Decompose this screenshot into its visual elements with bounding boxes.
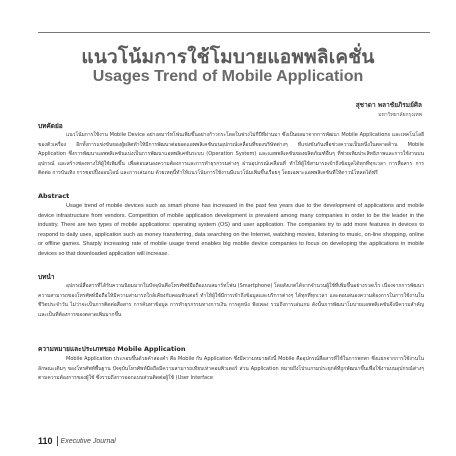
article-title-english: Usages Trend of Mobile Application <box>92 68 364 85</box>
author-name: สุชาดา พลาชัยภิรมย์ศิล <box>355 101 422 109</box>
mobile-app-section-text: Mobile Application ประกอบขึ้นด้วยคำสองคำ คือ Mobile กับ Application ซึ่งมีความหมายดังนี้ Mobile คืออุปกรณ์สื่อสารที่ใช้ในการพกพา ซึ่งแยกจากการใช้งานในลักษณะเดิมๆ ของโทรศัพท์พื้นฐาน ปัจจุบันโทรศัพท์มือถือมีความสามารถเทียบเท่าคอมพิวเตอร์ ส่วน Application หมายถึงโปรแกรมประยุกต์ที่ถูกพัฒนาขึ้นเพื่อใช้งานบนอุปกรณ์ต่างๆ ตามความต้องการของผู้ใช้ ซึ่งรวมถึงการออกแบบส่วนติดต่อผู้ใช้ (User Interface <box>38 356 424 382</box>
page-number: 110 <box>38 436 58 446</box>
abstract-english-heading: Abstract <box>38 192 70 200</box>
mobile-app-section-heading: ความหมายและประเภทของ Mobile Application <box>38 345 186 353</box>
page-footer <box>38 436 116 446</box>
abstract-thai-text: แนวโน้มการใช้งาน Mobile Device อย่างสมาร์ทโฟนเพิ่มขึ้นอย่างก้าวกระโดดในช่วงไม่กี่ปีที่ผ่านมา ซึ่งเป็นผลมาจากการพัฒนา Mobile Applications และเทคโนโลยีของตัวเครื่อง อีกทั้งการแข่งขันของผู้ผลิตทำให้มีการพัฒนาต่อยอดแอพพลิเคชันบนอุปกรณ์เคลื่อนที่ของบริษัทต่างๆ ที่แข่งขันกันเพื่อช่วงความเป็นหนึ่งในตลาดด้าน Mobile Application ซึ่งการพัฒนาแอพพลิเคชันแบ่งเป็นการพัฒนาแอพพลิเคชันระบบ (Operation System) และแอพพลิเคชันของผลิตภัณฑ์อื่นๆ ที่ช่วยเพิ่มประสิทธิภาพและการใช้งานบนอุปกรณ์ และสร้างช่องทางให้ผู้ใช้เพิ่มขึ้น เพื่อตอบสนองความต้องการและการทำธุรกรรมต่างๆ ผ่านอุปกรณ์เคลื่อนที่ ทำให้ผู้ใช้สามารถเข้าถึงข้อมูลได้ทุกที่ทุกเวลา การสื่อสาร การติดต่อ การบันเทิง การชอปปิ้งออนไลน์ และการเล่นเกม ด้วยเหตุนี้ทำให้แนวโน้มการใช้งานมีแนวโน้มเพิ่มขึ้นเรื่อยๆ โดยเฉพาะแอพพลิเคชันที่ให้ดาวน์โหลดได้ฟรี <box>38 132 424 177</box>
introduction-heading: บทนำ <box>38 273 55 281</box>
introduction-text: อุปกรณ์สื่อสารที่ได้รับความนิยมมากในปัจจุบันคือโทรศัพท์มือถือแบบสมาร์ทโฟน (Smartphone) โดยสังเกตได้จากจำนวนผู้ใช้ที่เพิ่มขึ้นอย่างรวดเร็ว เนื่องจากการพัฒนาความสามารถของโทรศัพท์มือถือให้มีความสามารถใกล้เคียงกับคอมพิวเตอร์ ทำให้ผู้ใช้มีการเข้าถึงข้อมูลและบริการต่างๆ ได้ทุกที่ทุกเวลา และตอบสนองความต้องการในการใช้งานในชีวิตประจำวัน ไม่ว่าจะเป็นการติดต่อสื่อสาร การค้นหาข้อมูล การทำธุรกรรมทางการเงิน การดูหนัง ฟังเพลง รวมถึงการเล่นเกม ดังนั้นการพัฒนาโมบายแอพพลิเคชันจึงมีความสำคัญและเป็นที่ต้องการของตลาดเพิ่มมากขึ้น <box>38 283 424 318</box>
article-title-thai: แนวโน้มการใช้โมบายแอพพลิเคชั่น <box>81 46 375 68</box>
author-affiliation: มหาวิทยาลัยกรุงเทพ <box>378 112 422 118</box>
abstract-thai-heading: บทคัดย่อ <box>38 122 63 130</box>
journal-name: Executive Journal <box>60 437 116 445</box>
top-rule <box>38 32 430 33</box>
abstract-english-text: Usage trend of mobile devices such as smart phone has increased in the past few years due to the development of applications and mobile device infrastructure from vendors. Competition of mobile application development is prevalent among many companies in order to be the leader in the industry. There are two types of mobile applications: operating system (OS) and user application. The companies try to add more features in devices to respond to daily uses, application such as money transferring, data searching on the Internet, watching movies, listening to music, on-line shopping, online or offline games. Sharply increasing rate of mobile usage trend enables big mobile device companies to focus on developing the applications in mobile devices so that downloaded application will increase. <box>38 203 424 257</box>
author-block <box>356 100 422 119</box>
